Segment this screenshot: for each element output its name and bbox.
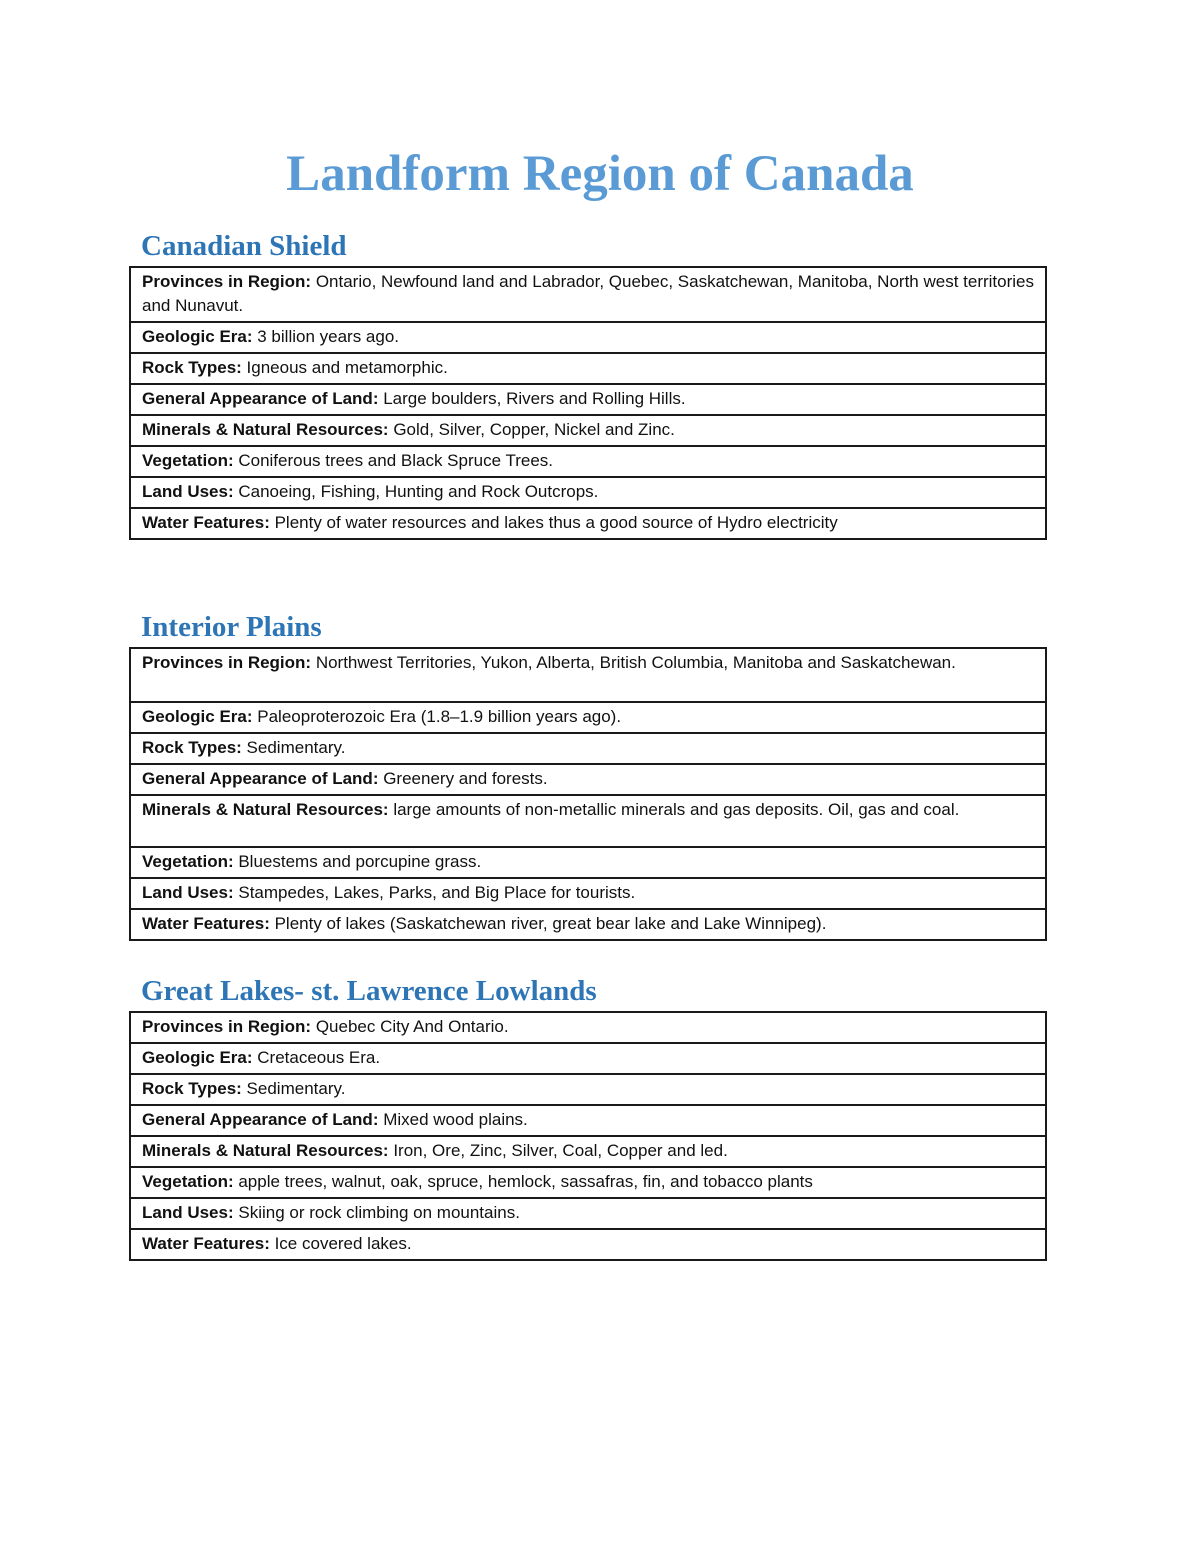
row-label: General Appearance of Land: [142,1110,379,1129]
table-row [131,649,1045,701]
section-heading: Great Lakes- st. Lawrence Lowlands [141,975,597,1007]
row-label: Rock Types: [142,738,242,757]
row-label: Vegetation: [142,852,234,871]
table-row [131,732,1045,763]
info-table [129,266,1047,540]
section-canadian-shield [129,228,1047,540]
row-value: Cretaceous Era. [252,1048,381,1067]
row-value: Ice covered lakes. [269,1234,412,1253]
row-value: Sedimentary. [241,738,346,757]
row-label: Geologic Era: [142,707,253,726]
row-value: Ontario, Newfound land and Labrador, Quebec, Saskatchewan, Manitoba, North west territories and Nunavut. [142,272,1034,315]
row-label: General Appearance of Land: [142,769,379,788]
row-label: Minerals & Natural Resources: [142,800,389,819]
row-label: Land Uses: [142,1203,234,1222]
row-value: Greenery and forests. [378,769,548,788]
row-value: Gold, Silver, Copper, Nickel and Zinc. [388,420,675,439]
table-row [131,1042,1045,1073]
section-interior-plains [129,609,1047,941]
table-row [131,383,1045,414]
row-value: Paleoproterozoic Era (1.8–1.9 billion years ago). [252,707,622,726]
table-row [131,1166,1045,1197]
row-label: Provinces in Region: [142,272,312,291]
row-value: Mixed wood plains. [378,1110,528,1129]
row-value: Canoeing, Fishing, Hunting and Rock Outcrops. [233,482,599,501]
row-value: Skiing or rock climbing on mountains. [233,1203,520,1222]
page-title: Landform Region of Canada [286,146,914,202]
row-value: Plenty of lakes (Saskatchewan river, great bear lake and Lake Winnipeg). [269,914,827,933]
table-row [131,763,1045,794]
row-value: Igneous and metamorphic. [241,358,448,377]
row-value: Sedimentary. [241,1079,346,1098]
row-value: apple trees, walnut, oak, spruce, hemlock, sassafras, fin, and tobacco plants [233,1172,813,1191]
row-label: Rock Types: [142,1079,242,1098]
table-row [131,414,1045,445]
row-label: General Appearance of Land: [142,389,379,408]
table-row [131,1104,1045,1135]
row-value: 3 billion years ago. [252,327,400,346]
table-row [131,877,1045,908]
row-value: Large boulders, Rivers and Rolling Hills. [378,389,686,408]
table-row [131,794,1045,846]
table-row [131,846,1045,877]
section-heading: Canadian Shield [141,230,347,262]
row-label: Water Features: [142,513,270,532]
table-row [131,352,1045,383]
table-row [131,701,1045,732]
table-row [131,908,1045,939]
row-label: Provinces in Region: [142,653,312,672]
section-heading: Interior Plains [141,611,322,643]
info-table [129,1011,1047,1261]
row-value: large amounts of non-metallic minerals and gas deposits. Oil, gas and coal. [388,800,960,819]
table-row [131,476,1045,507]
row-label: Water Features: [142,1234,270,1253]
table-row [131,1013,1045,1042]
row-label: Vegetation: [142,1172,234,1191]
row-value: Plenty of water resources and lakes thus a good source of Hydro electricity [269,513,838,532]
row-label: Minerals & Natural Resources: [142,420,389,439]
info-table [129,647,1047,941]
table-row [131,268,1045,321]
table-row [131,1073,1045,1104]
table-row [131,1228,1045,1259]
row-label: Provinces in Region: [142,1017,312,1036]
row-value: Iron, Ore, Zinc, Silver, Coal, Copper and led. [388,1141,728,1160]
table-row [131,507,1045,538]
row-label: Land Uses: [142,482,234,501]
table-row [131,1135,1045,1166]
row-value: Bluestems and porcupine grass. [233,852,482,871]
table-row [131,1197,1045,1228]
table-row [131,321,1045,352]
section-great-lakes-lowlands [129,973,1047,1261]
row-label: Geologic Era: [142,1048,253,1067]
row-label: Vegetation: [142,451,234,470]
row-value: Northwest Territories, Yukon, Alberta, British Columbia, Manitoba and Saskatchewan. [311,653,956,672]
row-label: Geologic Era: [142,327,253,346]
row-label: Rock Types: [142,358,242,377]
row-label: Water Features: [142,914,270,933]
table-row [131,445,1045,476]
row-value: Stampedes, Lakes, Parks, and Big Place for tourists. [233,883,636,902]
row-value: Quebec City And Ontario. [311,1017,509,1036]
row-label: Land Uses: [142,883,234,902]
row-label: Minerals & Natural Resources: [142,1141,389,1160]
row-value: Coniferous trees and Black Spruce Trees. [233,451,554,470]
